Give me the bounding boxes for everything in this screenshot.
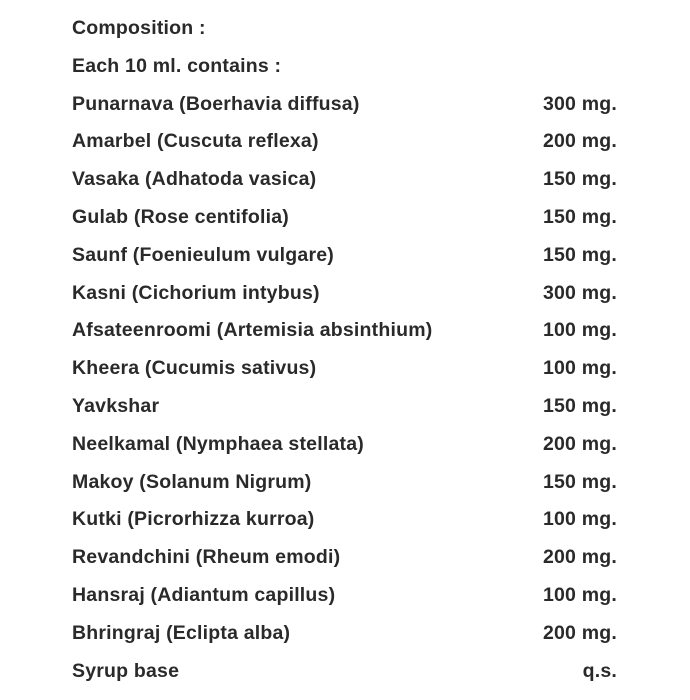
ingredient-amount: 100 mg. xyxy=(542,583,617,606)
ingredient-name: Kheera (Cucumis sativus) xyxy=(72,357,317,380)
ingredient-name: Neelkamal (Nymphaea stellata) xyxy=(72,432,364,455)
ingredient-row xyxy=(72,501,617,539)
ingredient-amount: 300 mg. xyxy=(542,92,617,115)
ingredient-row xyxy=(72,123,617,161)
ingredient-amount: 150 mg. xyxy=(542,243,617,266)
ingredient-name: Saunf (Foenieulum vulgare) xyxy=(72,243,334,266)
ingredient-row xyxy=(72,426,617,464)
ingredient-amount: 150 mg. xyxy=(542,205,617,228)
ingredient-name: Vasaka (Adhatoda vasica) xyxy=(72,168,317,191)
ingredient-row xyxy=(72,237,617,275)
ingredient-row xyxy=(72,615,617,653)
ingredient-name: Makoy (Solanum Nigrum) xyxy=(72,470,312,493)
ingredient-amount: 150 mg. xyxy=(542,470,617,493)
ingredient-name: Hansraj (Adiantum capillus) xyxy=(72,583,336,606)
ingredient-row xyxy=(72,161,617,199)
ingredient-row xyxy=(72,275,617,313)
ingredient-name: Amarbel (Cuscuta reflexa) xyxy=(72,130,319,153)
ingredient-amount: 200 mg. xyxy=(542,130,617,153)
ingredient-amount: 150 mg. xyxy=(542,394,617,417)
ingredient-row xyxy=(72,464,617,502)
ingredient-name: Bhringraj (Eclipta alba) xyxy=(72,621,291,644)
ingredient-amount: 100 mg. xyxy=(542,319,617,342)
ingredient-name: Afsateenroomi (Artemisia absinthium) xyxy=(72,319,433,342)
ingredient-name: Yavkshar xyxy=(72,394,160,417)
ingredient-amount: 200 mg. xyxy=(542,546,617,569)
ingredient-amount: 100 mg. xyxy=(542,508,617,531)
ingredient-amount: q.s. xyxy=(582,659,617,682)
ingredient-name: Revandchini (Rheum emodi) xyxy=(72,546,341,569)
ingredient-row xyxy=(72,86,617,124)
ingredient-amount: 150 mg. xyxy=(542,168,617,191)
ingredient-amount: 100 mg. xyxy=(542,357,617,380)
ingredient-name: Kutki (Picrorhizza kurroa) xyxy=(72,508,315,531)
ingredient-row xyxy=(72,539,617,577)
ingredient-amount: 200 mg. xyxy=(542,621,617,644)
ingredient-row xyxy=(72,312,617,350)
composition-document xyxy=(72,10,617,690)
ingredient-amount: 200 mg. xyxy=(542,432,617,455)
ingredient-name: Gulab (Rose centifolia) xyxy=(72,205,289,228)
ingredient-amount: 300 mg. xyxy=(542,281,617,304)
ingredient-row xyxy=(72,388,617,426)
ingredient-name: Syrup base xyxy=(72,659,180,682)
composition-heading: Composition : xyxy=(72,17,206,39)
ingredient-row xyxy=(72,350,617,388)
ingredient-row xyxy=(72,653,617,691)
composition-subheading: Each 10 ml. contains : xyxy=(72,54,282,77)
ingredient-name: Punarnava (Boerhavia diffusa) xyxy=(72,92,360,115)
ingredient-row xyxy=(72,199,617,237)
ingredient-name: Kasni (Cichorium intybus) xyxy=(72,281,320,304)
ingredient-row xyxy=(72,577,617,615)
